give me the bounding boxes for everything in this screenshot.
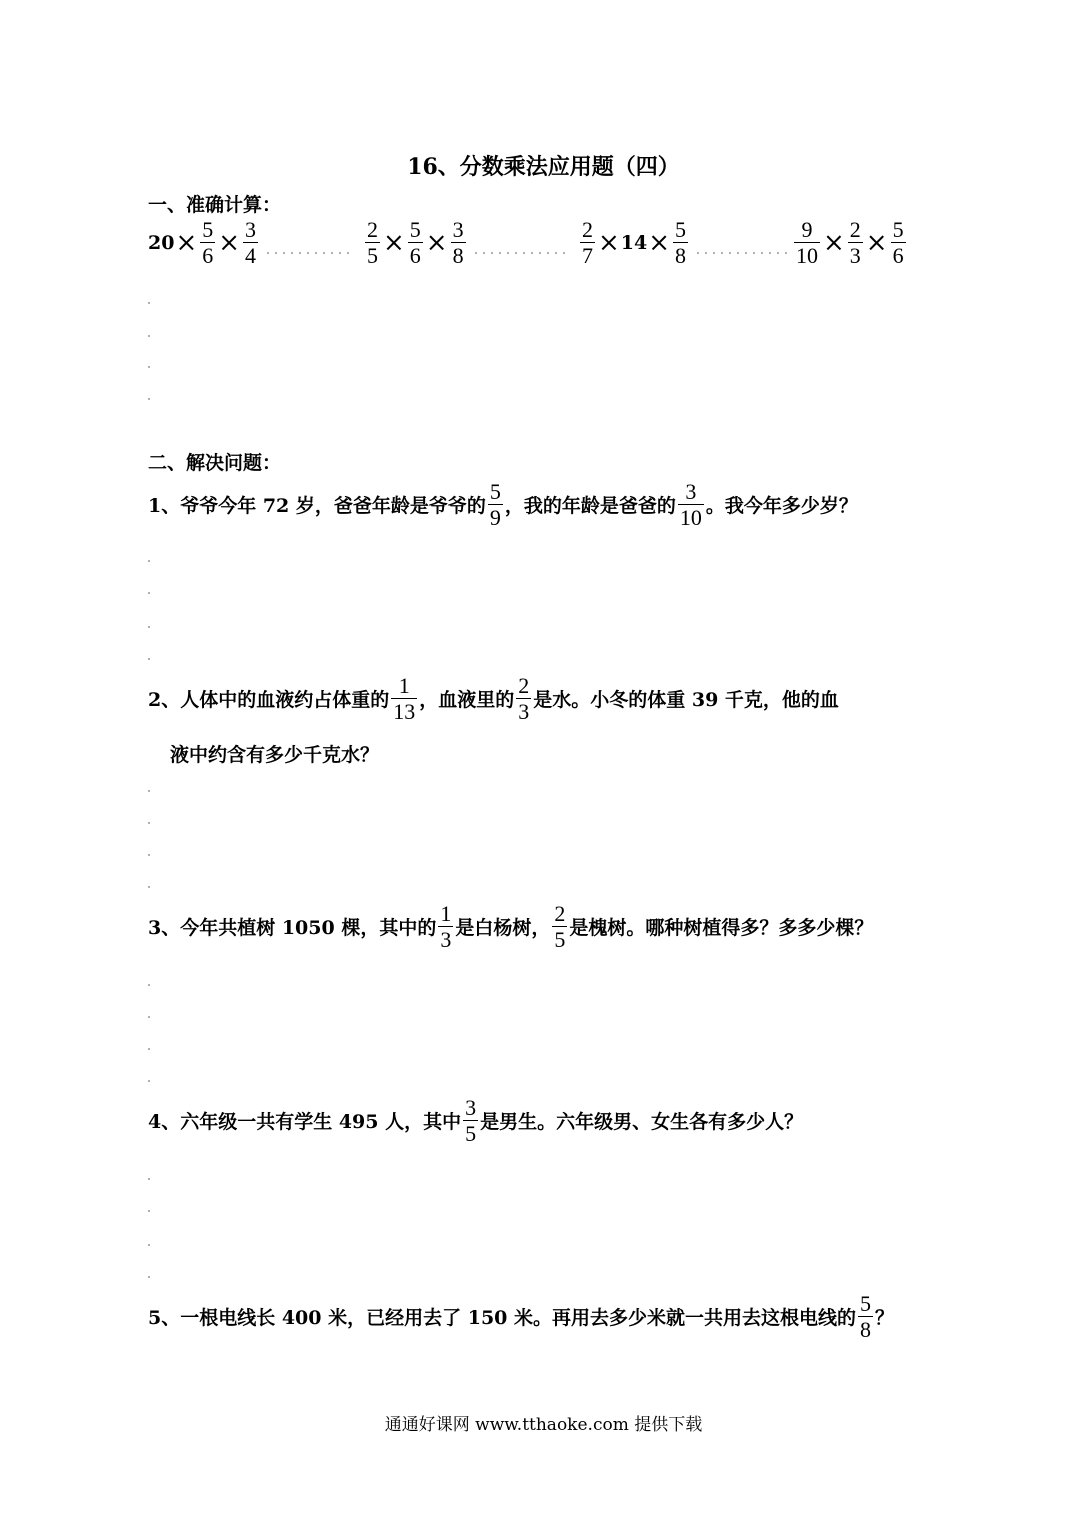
section-heading-problems: 二、解决问题： (148, 452, 282, 474)
expr3-mid: 14 (620, 231, 648, 254)
margin-dot (148, 366, 150, 368)
question-2-line-2 (170, 740, 379, 767)
question-4 (148, 1096, 803, 1145)
fraction: $\frac{5}{8}$ (860, 1291, 872, 1343)
q1-text-c: 。我今年多少岁？ (705, 495, 858, 518)
margin-dot (148, 302, 150, 304)
times-sign: × (175, 227, 198, 258)
fraction: $\frac{2}{3}$ (518, 673, 530, 725)
expression-1 (148, 218, 354, 267)
fraction: $\frac{3}{5}$ (465, 1095, 477, 1147)
expression-2 (363, 218, 567, 267)
fraction: $\frac{2}{5}$ (554, 901, 566, 953)
q3-text-b: 是白杨树， (455, 917, 551, 940)
margin-dot (148, 854, 150, 856)
times-sign: × (383, 227, 405, 258)
times-sign: × (425, 227, 448, 258)
q1-text-b: ，我的年龄是爸爸的 (504, 495, 676, 518)
times-sign: × (598, 227, 620, 258)
times-sign: × (218, 227, 241, 258)
q4-text-a: 4、六年级一共有学生 495 人，其中 (148, 1111, 462, 1134)
fraction: $\frac{2}{5}$ (367, 217, 378, 269)
dotted-space (472, 252, 567, 254)
q2-text-b: ，血液里的 (419, 689, 515, 712)
margin-dot (148, 658, 150, 660)
question-1 (148, 480, 858, 529)
margin-dot (148, 335, 150, 337)
question-2 (148, 674, 839, 723)
margin-dot (148, 790, 150, 792)
fraction: $\frac{1}{3}$ (440, 901, 452, 953)
fraction: $\frac{5}{6}$ (892, 217, 904, 269)
margin-dot (148, 626, 150, 628)
margin-dot (148, 1178, 150, 1180)
fraction: $\frac{2}{7}$ (582, 217, 593, 269)
fraction: $\frac{1}{13}$ (393, 673, 416, 725)
expression-4 (792, 218, 908, 267)
fraction: $\frac{3}{8}$ (452, 217, 464, 269)
fraction: $\frac{2}{3}$ (849, 217, 861, 269)
fraction: $\frac{5}{8}$ (675, 217, 687, 269)
margin-dot (148, 1048, 150, 1050)
dotted-space (694, 252, 789, 254)
page-title: 16、分数乘法应用题（四） (407, 154, 680, 180)
dotted-space (264, 252, 354, 254)
q1-text-a: 1、爷爷今年 72 岁，爸爸年龄是爷爷的 (148, 495, 486, 518)
q2-text-c: 是水。小冬的体重 39 千克，他的血 (533, 689, 839, 712)
fraction: $\frac{3}{10}$ (679, 479, 702, 531)
q5-text-a: 5、一根电线长 400 米，已经用去了 150 米。再用去多少米就一共用去这根电线的 (148, 1307, 857, 1330)
q5-text-b: ？ (875, 1307, 895, 1330)
question-5 (148, 1292, 894, 1341)
margin-dot (148, 1244, 150, 1246)
times-sign: × (823, 227, 845, 258)
margin-dot (148, 560, 150, 562)
q2-text-line2: 液中约含有多少千克水？ (170, 744, 380, 766)
page-footer: 通通好课网 www.tthaoke.com 提供下载 (384, 1415, 703, 1435)
expression-3 (578, 218, 789, 267)
margin-dot (148, 822, 150, 824)
margin-dot (148, 1016, 150, 1018)
margin-dot (148, 984, 150, 986)
margin-dot (148, 1210, 150, 1212)
q3-text-a: 3、今年共植树 1050 棵，其中的 (148, 917, 437, 940)
fraction: $\frac{5}{6}$ (409, 217, 421, 269)
fraction: $\frac{5}{9}$ (489, 479, 501, 531)
expr1-lead: 20 (148, 231, 175, 254)
margin-dot (148, 1080, 150, 1082)
margin-dot (148, 1276, 150, 1278)
times-sign: × (865, 227, 888, 258)
margin-dot (148, 592, 150, 594)
fraction: $\frac{3}{4}$ (245, 217, 257, 269)
margin-dot (148, 398, 150, 400)
q4-text-b: 是男生。六年级男、女生各有多少人？ (480, 1111, 804, 1134)
fraction: $\frac{5}{6}$ (202, 217, 214, 269)
margin-dot (148, 886, 150, 888)
q2-text-a: 2、人体中的血液约占体重的 (148, 689, 390, 712)
question-3 (148, 902, 873, 951)
fraction: $\frac{9}{10}$ (796, 217, 818, 269)
section-heading-calculation: 一、准确计算： (148, 194, 282, 216)
q3-text-c: 是槐树。哪种树植得多？多多少棵？ (569, 917, 874, 940)
times-sign: × (648, 227, 671, 258)
